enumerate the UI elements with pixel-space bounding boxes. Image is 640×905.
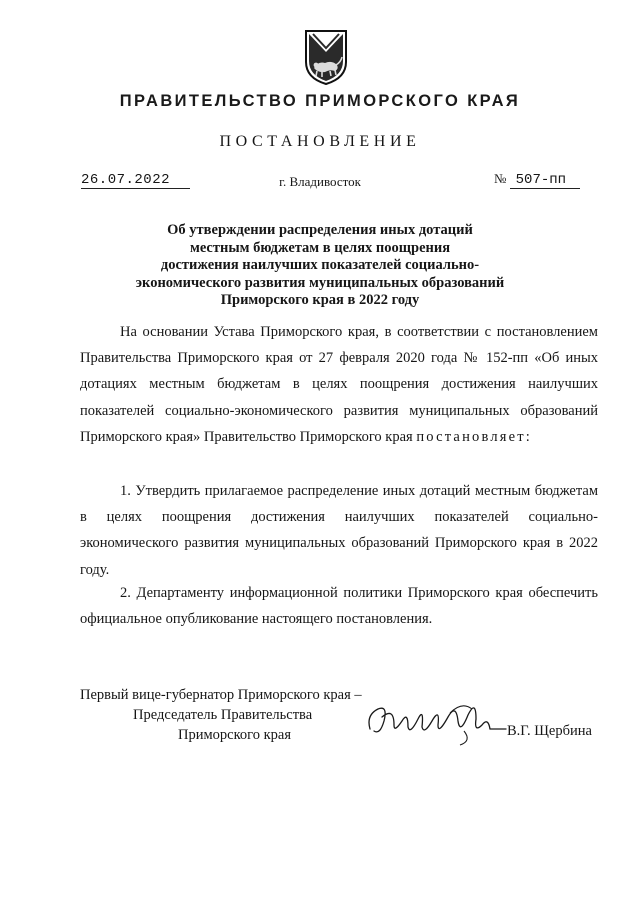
clause-1-paragraph: 1. Утвердить прилагаемое распределение иных дотаций местным бюджетам в целях поощрения достижения наилучших показателей социально-экономического развития муниципальных образований Приморского края в 2022 году.	[80, 483, 598, 578]
number-prefix: №	[494, 171, 507, 186]
government-title: ПРАВИТЕЛЬСТВО ПРИМОРСКОГО КРАЯ	[119, 92, 521, 110]
document-city: г. Владивосток	[279, 174, 361, 189]
resolves-word: постановляет:	[416, 428, 533, 445]
handwritten-signature-icon	[364, 695, 514, 750]
signer-position-line-3: Приморского края	[178, 727, 292, 743]
subject-line: местным бюджетам в целях поощрения	[189, 239, 451, 256]
signer-name: В.Г. Щербина	[507, 723, 592, 739]
subject-line: экономического развития муниципальных образований	[135, 274, 505, 291]
signer-position-line-1: Первый вице-губернатор Приморского края –	[80, 687, 362, 703]
preamble-text: На основании Устава Приморского края, в соответствии с постановлением Правительства Приморского края от 27 февраля 2020 года № 152-пп «Об иных дотациях местным бюджетам в целях поощрения достижения наилучших показателей социально-экономического развития муниципальных образований Приморского края» Правительство Приморского края	[80, 324, 598, 445]
preamble-paragraph	[80, 319, 598, 450]
subject-line: Приморского края в 2022 году	[220, 292, 420, 308]
document-type: ПОСТАНОВЛЕНИЕ	[219, 133, 421, 150]
signer-position-line-2: Председатель Правительства	[133, 707, 313, 723]
clause-2-paragraph: 2. Департаменту информационной политики Приморского края обеспечить официальное опубликование настоящего постановления.	[80, 585, 598, 628]
document-date: 26.07.2022	[81, 172, 190, 189]
coat-of-arms-icon	[303, 28, 349, 86]
document-subject	[130, 222, 510, 310]
subject-line: Об утверждении распределения иных дотаций	[167, 222, 473, 238]
subject-line: достижения наилучших показателей социально-	[160, 257, 480, 273]
number-value: 507-пп	[510, 172, 580, 189]
document-number	[494, 171, 580, 188]
